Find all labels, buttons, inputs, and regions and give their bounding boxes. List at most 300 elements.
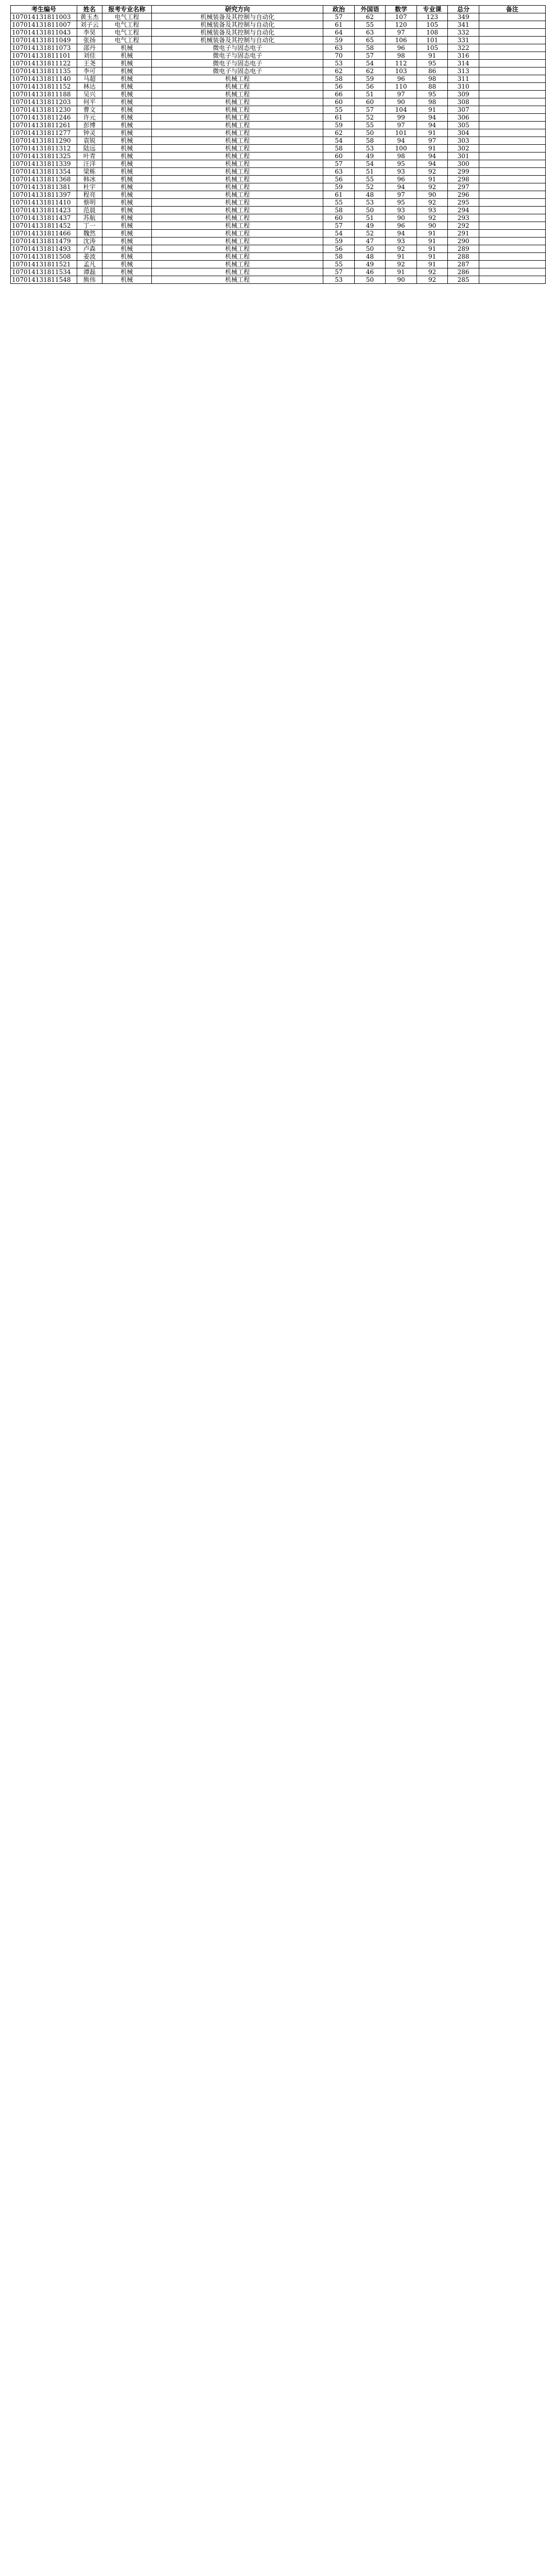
cell-foreign-language: 48 <box>354 191 386 199</box>
cell-politics: 60 <box>323 152 355 160</box>
cell-total: 307 <box>448 106 479 114</box>
cell-name: 陆远 <box>77 145 102 152</box>
table-row <box>11 253 546 261</box>
cell-politics: 55 <box>323 261 355 268</box>
cell-math: 107 <box>386 13 417 21</box>
cell-total: 302 <box>448 145 479 152</box>
cell-id: 107014131811521 <box>11 261 77 268</box>
cell-professional: 92 <box>416 199 448 207</box>
cell-major: 机械 <box>102 75 152 83</box>
cell-math: 97 <box>386 29 417 37</box>
table-row <box>11 152 546 160</box>
cell-politics: 53 <box>323 276 355 284</box>
cell-direction: 机械装备及其控制与自动化 <box>152 37 323 44</box>
cell-total: 306 <box>448 114 479 122</box>
cell-direction: 机械工程 <box>152 75 323 83</box>
cell-remark <box>479 207 545 214</box>
header-professional: 专业课 <box>416 6 448 13</box>
cell-direction: 机械工程 <box>152 183 323 191</box>
cell-remark <box>479 176 545 183</box>
table-row <box>11 268 546 276</box>
cell-professional: 92 <box>416 276 448 284</box>
cell-id: 107014131811325 <box>11 152 77 160</box>
cell-remark <box>479 98 545 106</box>
cell-remark <box>479 183 545 191</box>
cell-remark <box>479 21 545 29</box>
cell-id: 107014131811152 <box>11 83 77 91</box>
cell-id: 107014131811437 <box>11 214 77 222</box>
cell-major: 机械 <box>102 253 152 261</box>
cell-remark <box>479 13 545 21</box>
cell-id: 107014131811043 <box>11 29 77 37</box>
cell-major: 机械 <box>102 183 152 191</box>
cell-remark <box>479 245 545 253</box>
cell-remark <box>479 152 545 160</box>
cell-total: 301 <box>448 152 479 160</box>
cell-name: 魏然 <box>77 230 102 238</box>
cell-math: 91 <box>386 268 417 276</box>
cell-professional: 91 <box>416 106 448 114</box>
cell-id: 107014131811534 <box>11 268 77 276</box>
cell-total: 300 <box>448 160 479 168</box>
cell-id: 107014131811312 <box>11 145 77 152</box>
cell-id: 107014131811452 <box>11 222 77 230</box>
cell-politics: 59 <box>323 183 355 191</box>
cell-direction: 机械工程 <box>152 176 323 183</box>
cell-foreign-language: 60 <box>354 98 386 106</box>
cell-foreign-language: 48 <box>354 253 386 261</box>
cell-direction: 机械工程 <box>152 106 323 114</box>
cell-id: 107014131811230 <box>11 106 77 114</box>
table-row <box>11 75 546 83</box>
cell-politics: 58 <box>323 145 355 152</box>
cell-total: 309 <box>448 91 479 98</box>
cell-name: 彭博 <box>77 122 102 129</box>
cell-politics: 66 <box>323 91 355 98</box>
table-body <box>11 13 546 284</box>
cell-math: 120 <box>386 21 417 29</box>
cell-professional: 98 <box>416 75 448 83</box>
cell-foreign-language: 46 <box>354 268 386 276</box>
cell-professional: 91 <box>416 261 448 268</box>
table-row <box>11 137 546 145</box>
cell-name: 李可 <box>77 67 102 75</box>
cell-total: 295 <box>448 199 479 207</box>
cell-id: 107014131811049 <box>11 37 77 44</box>
cell-major: 机械 <box>102 106 152 114</box>
cell-major: 机械 <box>102 114 152 122</box>
cell-professional: 91 <box>416 238 448 245</box>
cell-math: 94 <box>386 230 417 238</box>
header-foreign-language: 外国语 <box>354 6 386 13</box>
cell-professional: 91 <box>416 253 448 261</box>
cell-math: 103 <box>386 67 417 75</box>
cell-foreign-language: 47 <box>354 238 386 245</box>
cell-name: 范晨 <box>77 207 102 214</box>
cell-total: 286 <box>448 268 479 276</box>
cell-name: 蔡明 <box>77 199 102 207</box>
cell-professional: 105 <box>416 21 448 29</box>
cell-math: 97 <box>386 91 417 98</box>
header-total: 总分 <box>448 6 479 13</box>
cell-professional: 108 <box>416 29 448 37</box>
cell-professional: 91 <box>416 52 448 60</box>
cell-direction: 机械工程 <box>152 199 323 207</box>
cell-foreign-language: 51 <box>354 91 386 98</box>
cell-name: 钟灵 <box>77 129 102 137</box>
cell-major: 机械 <box>102 222 152 230</box>
cell-math: 90 <box>386 214 417 222</box>
cell-name: 卢森 <box>77 245 102 253</box>
cell-foreign-language: 51 <box>354 168 386 176</box>
cell-remark <box>479 253 545 261</box>
cell-foreign-language: 53 <box>354 199 386 207</box>
cell-politics: 58 <box>323 253 355 261</box>
table-row <box>11 230 546 238</box>
cell-foreign-language: 56 <box>354 83 386 91</box>
cell-major: 机械 <box>102 145 152 152</box>
cell-politics: 60 <box>323 214 355 222</box>
cell-id: 107014131811381 <box>11 183 77 191</box>
cell-name: 韩冰 <box>77 176 102 183</box>
cell-total: 308 <box>448 98 479 106</box>
cell-name: 孟凡 <box>77 261 102 268</box>
cell-politics: 63 <box>323 168 355 176</box>
cell-direction: 机械工程 <box>152 114 323 122</box>
cell-math: 94 <box>386 183 417 191</box>
cell-direction: 机械工程 <box>152 122 323 129</box>
cell-name: 吴兴 <box>77 91 102 98</box>
cell-total: 292 <box>448 222 479 230</box>
cell-id: 107014131811290 <box>11 137 77 145</box>
cell-direction: 机械装备及其控制与自动化 <box>152 21 323 29</box>
cell-id: 107014131811354 <box>11 168 77 176</box>
cell-major: 机械 <box>102 207 152 214</box>
cell-major: 机械 <box>102 44 152 52</box>
cell-name: 刘佳 <box>77 52 102 60</box>
cell-major: 机械 <box>102 60 152 67</box>
cell-name: 王尧 <box>77 60 102 67</box>
cell-math: 99 <box>386 114 417 122</box>
cell-remark <box>479 83 545 91</box>
cell-foreign-language: 63 <box>354 29 386 37</box>
cell-math: 91 <box>386 253 417 261</box>
cell-foreign-language: 54 <box>354 160 386 168</box>
cell-foreign-language: 49 <box>354 152 386 160</box>
cell-id: 107014131811003 <box>11 13 77 21</box>
cell-remark <box>479 276 545 284</box>
cell-remark <box>479 168 545 176</box>
cell-name: 谭磊 <box>77 268 102 276</box>
cell-name: 姜波 <box>77 253 102 261</box>
cell-remark <box>479 67 545 75</box>
cell-math: 96 <box>386 176 417 183</box>
cell-name: 汪洋 <box>77 160 102 168</box>
cell-total: 298 <box>448 176 479 183</box>
cell-politics: 58 <box>323 207 355 214</box>
cell-professional: 95 <box>416 91 448 98</box>
cell-total: 310 <box>448 83 479 91</box>
cell-professional: 94 <box>416 114 448 122</box>
cell-math: 93 <box>386 238 417 245</box>
header-remark: 备注 <box>479 6 545 13</box>
cell-total: 296 <box>448 191 479 199</box>
cell-name: 苏航 <box>77 214 102 222</box>
cell-direction: 机械工程 <box>152 98 323 106</box>
cell-math: 95 <box>386 160 417 168</box>
cell-id: 107014131811410 <box>11 199 77 207</box>
table-row <box>11 13 546 21</box>
cell-name: 杜宇 <box>77 183 102 191</box>
cell-direction: 机械工程 <box>152 276 323 284</box>
cell-id: 107014131811368 <box>11 176 77 183</box>
cell-name: 邵丹 <box>77 44 102 52</box>
cell-professional: 91 <box>416 176 448 183</box>
cell-direction: 机械工程 <box>152 245 323 253</box>
cell-major: 机械 <box>102 152 152 160</box>
cell-name: 李昊 <box>77 29 102 37</box>
cell-politics: 70 <box>323 52 355 60</box>
cell-total: 294 <box>448 207 479 214</box>
cell-direction: 机械工程 <box>152 191 323 199</box>
cell-direction: 机械工程 <box>152 83 323 91</box>
cell-major: 机械 <box>102 238 152 245</box>
cell-major: 机械 <box>102 245 152 253</box>
cell-direction: 机械工程 <box>152 91 323 98</box>
cell-name: 曹文 <box>77 106 102 114</box>
cell-direction: 机械工程 <box>152 137 323 145</box>
cell-id: 107014131811101 <box>11 52 77 60</box>
cell-total: 305 <box>448 122 479 129</box>
cell-professional: 88 <box>416 83 448 91</box>
cell-professional: 92 <box>416 168 448 176</box>
cell-name: 张扬 <box>77 37 102 44</box>
cell-politics: 53 <box>323 60 355 67</box>
cell-id: 107014131811188 <box>11 91 77 98</box>
cell-id: 107014131811493 <box>11 245 77 253</box>
cell-remark <box>479 199 545 207</box>
cell-foreign-language: 62 <box>354 13 386 21</box>
cell-major: 机械 <box>102 268 152 276</box>
cell-total: 331 <box>448 37 479 44</box>
cell-politics: 60 <box>323 98 355 106</box>
cell-remark <box>479 238 545 245</box>
cell-total: 304 <box>448 129 479 137</box>
cell-remark <box>479 137 545 145</box>
cell-major: 机械 <box>102 52 152 60</box>
table-row <box>11 176 546 183</box>
table-row <box>11 129 546 137</box>
cell-math: 96 <box>386 222 417 230</box>
cell-total: 322 <box>448 44 479 52</box>
cell-foreign-language: 57 <box>354 52 386 60</box>
cell-direction: 微电子与固态电子 <box>152 44 323 52</box>
cell-id: 107014131811339 <box>11 160 77 168</box>
cell-math: 104 <box>386 106 417 114</box>
cell-direction: 机械工程 <box>152 261 323 268</box>
cell-major: 机械 <box>102 98 152 106</box>
cell-direction: 微电子与固态电子 <box>152 60 323 67</box>
cell-politics: 55 <box>323 106 355 114</box>
cell-remark <box>479 222 545 230</box>
cell-major: 电气工程 <box>102 37 152 44</box>
table-row <box>11 183 546 191</box>
cell-professional: 90 <box>416 191 448 199</box>
cell-name: 袁锐 <box>77 137 102 145</box>
cell-professional: 86 <box>416 67 448 75</box>
table-row <box>11 145 546 152</box>
cell-total: 299 <box>448 168 479 176</box>
table-row <box>11 52 546 60</box>
cell-direction: 机械工程 <box>152 152 323 160</box>
cell-professional: 98 <box>416 98 448 106</box>
cell-foreign-language: 50 <box>354 207 386 214</box>
cell-total: 293 <box>448 214 479 222</box>
table-row <box>11 191 546 199</box>
header-major: 报考专业名称 <box>102 6 152 13</box>
cell-foreign-language: 58 <box>354 44 386 52</box>
cell-total: 291 <box>448 230 479 238</box>
cell-professional: 101 <box>416 37 448 44</box>
table-row <box>11 83 546 91</box>
cell-math: 101 <box>386 129 417 137</box>
cell-remark <box>479 75 545 83</box>
table-row <box>11 44 546 52</box>
cell-remark <box>479 52 545 60</box>
cell-politics: 58 <box>323 75 355 83</box>
cell-remark <box>479 60 545 67</box>
cell-direction: 机械工程 <box>152 214 323 222</box>
cell-politics: 56 <box>323 176 355 183</box>
cell-major: 机械 <box>102 83 152 91</box>
cell-direction: 机械工程 <box>152 168 323 176</box>
cell-professional: 97 <box>416 137 448 145</box>
cell-politics: 64 <box>323 29 355 37</box>
cell-professional: 92 <box>416 268 448 276</box>
cell-professional: 105 <box>416 44 448 52</box>
cell-foreign-language: 51 <box>354 214 386 222</box>
cell-total: 313 <box>448 67 479 75</box>
cell-foreign-language: 49 <box>354 261 386 268</box>
cell-math: 96 <box>386 44 417 52</box>
table-row <box>11 276 546 284</box>
cell-professional: 92 <box>416 214 448 222</box>
cell-remark <box>479 230 545 238</box>
cell-major: 机械 <box>102 129 152 137</box>
cell-math: 90 <box>386 98 417 106</box>
cell-major: 电气工程 <box>102 29 152 37</box>
table-row <box>11 106 546 114</box>
cell-major: 机械 <box>102 176 152 183</box>
cell-direction: 微电子与固态电子 <box>152 67 323 75</box>
cell-politics: 59 <box>323 122 355 129</box>
header-name: 姓名 <box>77 6 102 13</box>
cell-math: 93 <box>386 207 417 214</box>
cell-professional: 95 <box>416 60 448 67</box>
cell-direction: 机械工程 <box>152 160 323 168</box>
cell-politics: 56 <box>323 83 355 91</box>
cell-foreign-language: 65 <box>354 37 386 44</box>
cell-total: 341 <box>448 21 479 29</box>
cell-politics: 63 <box>323 44 355 52</box>
cell-remark <box>479 91 545 98</box>
table-row <box>11 199 546 207</box>
table-row <box>11 207 546 214</box>
cell-major: 机械 <box>102 67 152 75</box>
cell-major: 机械 <box>102 137 152 145</box>
cell-professional: 91 <box>416 129 448 137</box>
cell-id: 107014131811397 <box>11 191 77 199</box>
cell-foreign-language: 52 <box>354 230 386 238</box>
table-row <box>11 60 546 67</box>
cell-major: 机械 <box>102 199 152 207</box>
cell-direction: 机械工程 <box>152 145 323 152</box>
cell-foreign-language: 55 <box>354 122 386 129</box>
cell-id: 107014131811122 <box>11 60 77 67</box>
table-row <box>11 214 546 222</box>
cell-direction: 机械工程 <box>152 207 323 214</box>
header-direction: 研究方向 <box>152 6 323 13</box>
cell-politics: 59 <box>323 238 355 245</box>
cell-remark <box>479 191 545 199</box>
cell-politics: 54 <box>323 230 355 238</box>
cell-math: 98 <box>386 52 417 60</box>
cell-politics: 61 <box>323 191 355 199</box>
cell-major: 机械 <box>102 191 152 199</box>
cell-foreign-language: 58 <box>354 137 386 145</box>
cell-major: 机械 <box>102 91 152 98</box>
cell-name: 梁栋 <box>77 168 102 176</box>
cell-math: 100 <box>386 145 417 152</box>
cell-politics: 59 <box>323 37 355 44</box>
cell-politics: 61 <box>323 21 355 29</box>
cell-id: 107014131811073 <box>11 44 77 52</box>
cell-professional: 93 <box>416 207 448 214</box>
table-row <box>11 98 546 106</box>
cell-total: 349 <box>448 13 479 21</box>
cell-major: 机械 <box>102 276 152 284</box>
cell-professional: 94 <box>416 122 448 129</box>
cell-professional: 92 <box>416 183 448 191</box>
cell-politics: 57 <box>323 268 355 276</box>
cell-foreign-language: 62 <box>354 67 386 75</box>
cell-total: 332 <box>448 29 479 37</box>
cell-math: 97 <box>386 191 417 199</box>
cell-direction: 机械装备及其控制与自动化 <box>152 29 323 37</box>
cell-math: 90 <box>386 276 417 284</box>
cell-id: 107014131811479 <box>11 238 77 245</box>
cell-id: 107014131811203 <box>11 98 77 106</box>
cell-professional: 90 <box>416 222 448 230</box>
table-row <box>11 114 546 122</box>
cell-foreign-language: 57 <box>354 106 386 114</box>
cell-name: 黄玉杰 <box>77 13 102 21</box>
cell-direction: 机械工程 <box>152 230 323 238</box>
cell-total: 289 <box>448 245 479 253</box>
cell-id: 107014131811140 <box>11 75 77 83</box>
cell-remark <box>479 114 545 122</box>
cell-id: 107014131811246 <box>11 114 77 122</box>
table-row <box>11 122 546 129</box>
cell-name: 丁一 <box>77 222 102 230</box>
header-politics: 政治 <box>323 6 355 13</box>
cell-remark <box>479 261 545 268</box>
cell-professional: 123 <box>416 13 448 21</box>
cell-direction: 机械工程 <box>152 238 323 245</box>
cell-remark <box>479 268 545 276</box>
cell-total: 311 <box>448 75 479 83</box>
cell-foreign-language: 52 <box>354 114 386 122</box>
